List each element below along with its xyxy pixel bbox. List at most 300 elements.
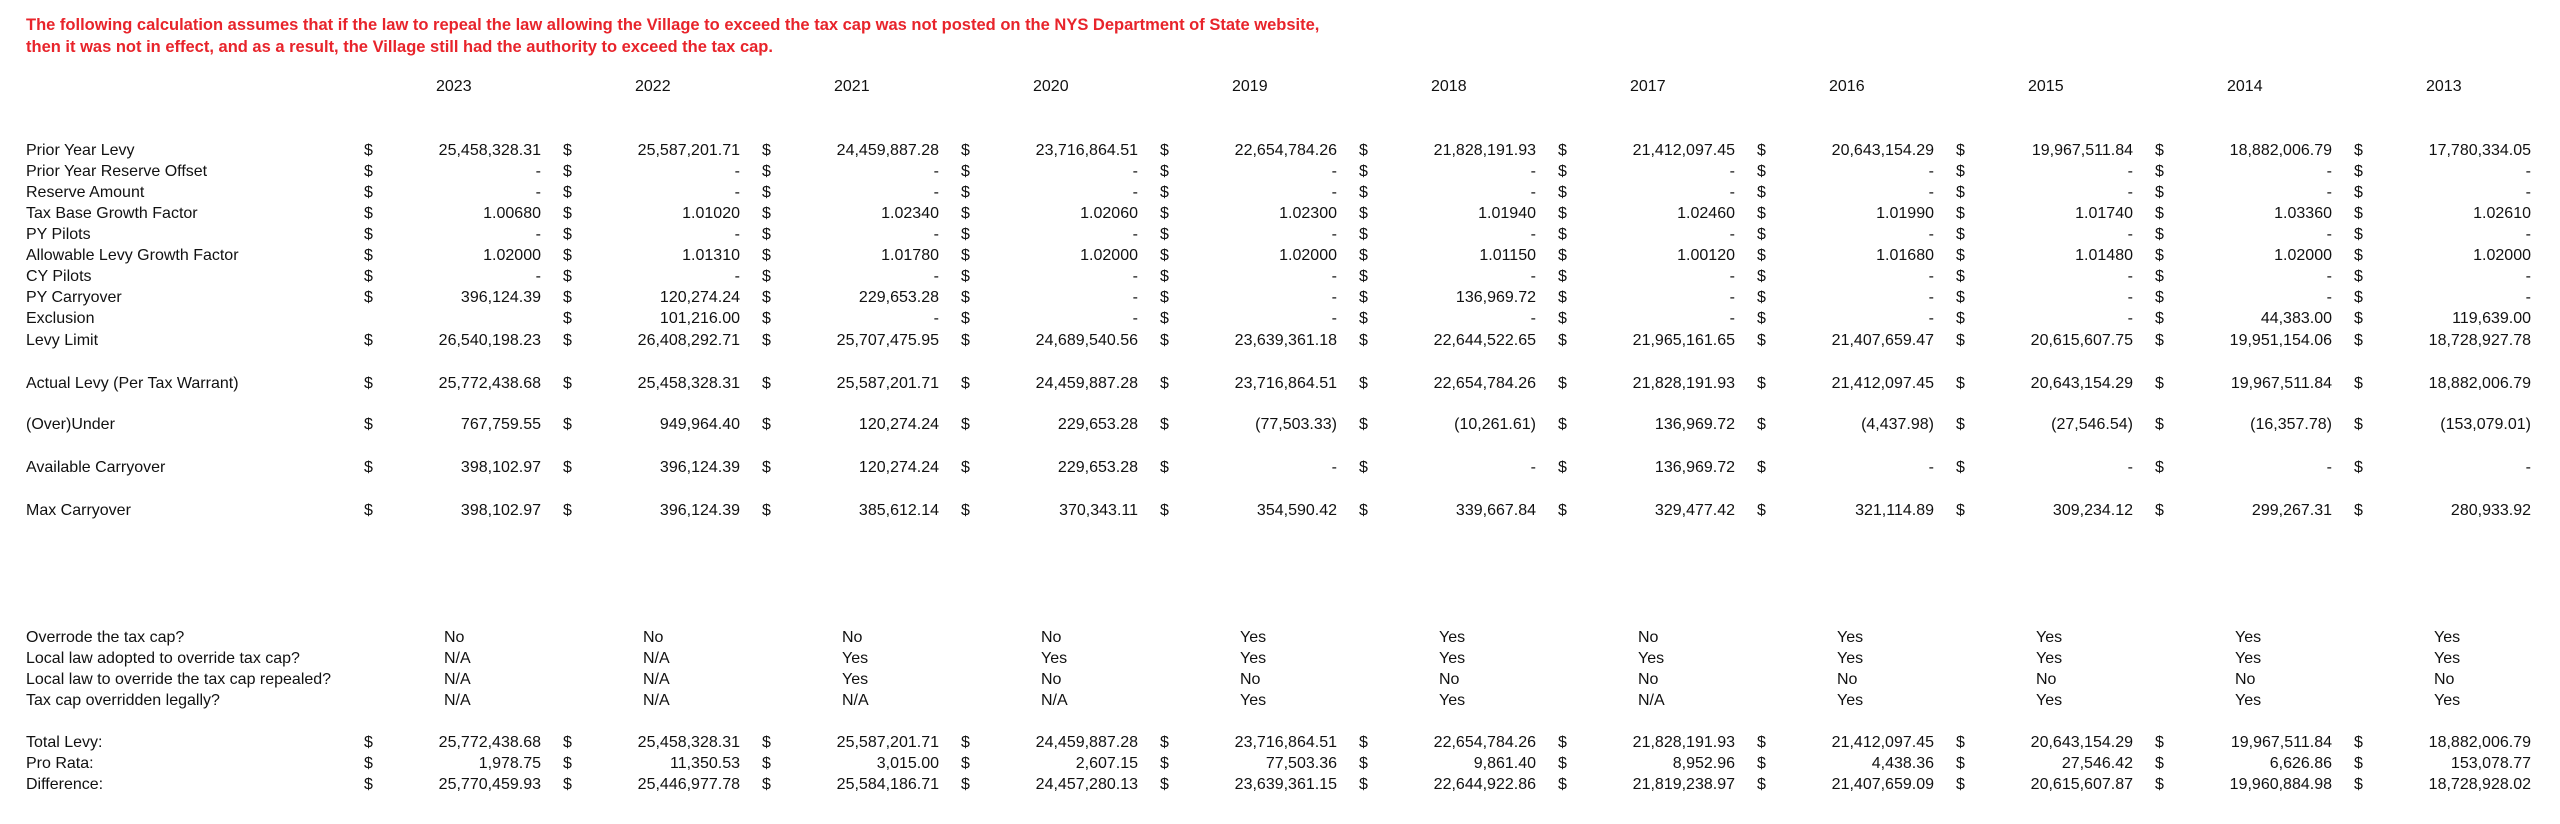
cell-value: -	[1132, 226, 1138, 243]
cell-value: 18,728,928.02	[2428, 776, 2531, 793]
cell-text: Yes	[1638, 650, 1665, 667]
cell-value: 21,965,161.65	[1632, 332, 1735, 349]
dollar-sign: $	[1160, 310, 1169, 327]
cell-value: 21,828,191.93	[1632, 734, 1735, 751]
cell-value: -	[1530, 310, 1536, 327]
cell-value: -	[1729, 184, 1735, 201]
cell-value: (16,357.78)	[2250, 416, 2332, 433]
dollar-sign: $	[1160, 332, 1169, 349]
cell-text: No	[2036, 671, 2057, 688]
dollar-sign: $	[563, 755, 572, 772]
cell-value: 18,882,006.79	[2229, 142, 2332, 159]
cell-value: -	[1132, 163, 1138, 180]
cell-value: -	[1132, 268, 1138, 285]
cell-value: 321,114.89	[1855, 502, 1934, 519]
dollar-sign: $	[1359, 776, 1368, 793]
dollar-sign: $	[364, 375, 373, 392]
cell-value: -	[2326, 459, 2332, 476]
cell-value: 1.01780	[881, 247, 939, 264]
cell-value: 1.02000	[1279, 247, 1337, 264]
cell-text: Yes	[2036, 692, 2063, 709]
dollar-sign: $	[1956, 332, 1965, 349]
cell-text: No	[2235, 671, 2256, 688]
dollar-sign: $	[961, 310, 970, 327]
cell-value: 136,969.72	[1654, 416, 1735, 433]
cell-value: 26,540,198.23	[438, 332, 541, 349]
year-header: 2015	[2028, 78, 2064, 95]
dollar-sign: $	[1359, 375, 1368, 392]
cell-value: -	[2525, 184, 2531, 201]
cell-value: 370,343.11	[1059, 502, 1138, 519]
cell-value: 20,643,154.29	[1831, 142, 1934, 159]
cell-value: 396,124.39	[659, 459, 740, 476]
dollar-sign: $	[2354, 459, 2363, 476]
row-label: PY Pilots	[26, 226, 91, 243]
cell-text: N/A	[1638, 692, 1665, 709]
dollar-sign: $	[1956, 310, 1965, 327]
row-label: Allowable Levy Growth Factor	[26, 247, 239, 264]
dollar-sign: $	[2354, 375, 2363, 392]
dollar-sign: $	[2354, 755, 2363, 772]
dollar-sign: $	[1757, 184, 1766, 201]
dollar-sign: $	[364, 184, 373, 201]
dollar-sign: $	[563, 332, 572, 349]
dollar-sign: $	[1160, 375, 1169, 392]
dollar-sign: $	[1359, 205, 1368, 222]
cell-text: Yes	[2434, 650, 2461, 667]
cell-text: N/A	[444, 671, 471, 688]
cell-value: 21,412,097.45	[1632, 142, 1735, 159]
cell-text: N/A	[444, 650, 471, 667]
cell-value: 23,639,361.15	[1234, 776, 1337, 793]
dollar-sign: $	[364, 205, 373, 222]
dollar-sign: $	[1160, 734, 1169, 751]
dollar-sign: $	[1956, 502, 1965, 519]
cell-value: 25,587,201.71	[637, 142, 740, 159]
dollar-sign: $	[762, 268, 771, 285]
dollar-sign: $	[762, 310, 771, 327]
dollar-sign: $	[762, 142, 771, 159]
dollar-sign: $	[2354, 310, 2363, 327]
dollar-sign: $	[961, 755, 970, 772]
dollar-sign: $	[762, 459, 771, 476]
cell-value: 19,967,511.84	[2031, 142, 2133, 159]
dollar-sign: $	[364, 142, 373, 159]
dollar-sign: $	[762, 205, 771, 222]
row-label: Pro Rata:	[26, 755, 94, 772]
dollar-sign: $	[1160, 247, 1169, 264]
cell-value: 229,653.28	[1057, 416, 1138, 433]
cell-value: -	[1928, 184, 1934, 201]
dollar-sign: $	[1160, 289, 1169, 306]
cell-value: -	[1729, 163, 1735, 180]
cell-value: 4,438.36	[1871, 755, 1934, 772]
dollar-sign: $	[2354, 776, 2363, 793]
cell-value: -	[2127, 184, 2133, 201]
dollar-sign: $	[2354, 205, 2363, 222]
cell-text: Yes	[1837, 692, 1864, 709]
dollar-sign: $	[961, 289, 970, 306]
dollar-sign: $	[1359, 247, 1368, 264]
cell-value: 1.02460	[1677, 205, 1735, 222]
cell-value: -	[1132, 310, 1138, 327]
cell-value: 136,969.72	[1654, 459, 1735, 476]
dollar-sign: $	[364, 247, 373, 264]
cell-value: (153,079.01)	[2440, 416, 2531, 433]
dollar-sign: $	[961, 502, 970, 519]
dollar-sign: $	[762, 776, 771, 793]
dollar-sign: $	[1558, 375, 1567, 392]
cell-value: -	[1928, 163, 1934, 180]
row-label: Total Levy:	[26, 734, 103, 751]
cell-value: 1.03360	[2274, 205, 2332, 222]
cell-text: N/A	[842, 692, 869, 709]
dollar-sign: $	[563, 502, 572, 519]
row-label: CY Pilots	[26, 268, 92, 285]
cell-value: 1.02000	[483, 247, 541, 264]
cell-text: Yes	[2434, 692, 2461, 709]
dollar-sign: $	[961, 163, 970, 180]
dollar-sign: $	[1757, 375, 1766, 392]
note-line-2: then it was not in effect, and as a result, the Village still had the authority to exceed the tax cap.	[26, 38, 773, 56]
cell-value: 25,458,328.31	[637, 375, 740, 392]
dollar-sign: $	[1757, 205, 1766, 222]
dollar-sign: $	[563, 268, 572, 285]
cell-value: 20,615,607.87	[2030, 776, 2133, 793]
dollar-sign: $	[1558, 310, 1567, 327]
cell-text: Yes	[1041, 650, 1068, 667]
cell-value: 1.02000	[2274, 247, 2332, 264]
dollar-sign: $	[364, 416, 373, 433]
cell-value: 44,383.00	[2260, 310, 2332, 327]
dollar-sign: $	[2155, 310, 2164, 327]
dollar-sign: $	[2354, 416, 2363, 433]
cell-value: -	[2326, 226, 2332, 243]
year-header: 2020	[1033, 78, 1069, 95]
dollar-sign: $	[1558, 268, 1567, 285]
dollar-sign: $	[961, 205, 970, 222]
cell-text: Yes	[1240, 692, 1267, 709]
dollar-sign: $	[1956, 226, 1965, 243]
dollar-sign: $	[1757, 226, 1766, 243]
cell-value: 8,952.96	[1672, 755, 1735, 772]
cell-value: 19,960,884.98	[2229, 776, 2332, 793]
dollar-sign: $	[2155, 142, 2164, 159]
cell-value: 229,653.28	[858, 289, 939, 306]
dollar-sign: $	[364, 289, 373, 306]
dollar-sign: $	[1757, 268, 1766, 285]
cell-value: -	[1331, 310, 1337, 327]
cell-value: 25,770,459.93	[438, 776, 541, 793]
row-label: Levy Limit	[26, 332, 99, 349]
year-header: 2018	[1431, 78, 1467, 95]
cell-value: 25,458,328.31	[438, 142, 541, 159]
dollar-sign: $	[1359, 755, 1368, 772]
cell-text: Yes	[1837, 650, 1864, 667]
cell-text: Yes	[2235, 650, 2262, 667]
dollar-sign: $	[1558, 289, 1567, 306]
row-label: (Over)Under	[26, 416, 115, 433]
cell-value: 19,967,511.84	[2230, 375, 2332, 392]
cell-value: 309,234.12	[2052, 502, 2133, 519]
cell-value: 22,644,922.86	[1433, 776, 1536, 793]
cell-value: 3,015.00	[876, 755, 939, 772]
dollar-sign: $	[1160, 755, 1169, 772]
cell-text: Yes	[2036, 650, 2063, 667]
row-label: Max Carryover	[26, 502, 131, 519]
cell-text: No	[1240, 671, 1261, 688]
cell-text: No	[1041, 671, 1062, 688]
dollar-sign: $	[1558, 502, 1567, 519]
year-header: 2019	[1232, 78, 1268, 95]
cell-value: -	[2525, 163, 2531, 180]
cell-value: 21,407,659.47	[1831, 332, 1934, 349]
cell-value: -	[1729, 268, 1735, 285]
cell-value: -	[1530, 226, 1536, 243]
cell-value: 1.01940	[1478, 205, 1536, 222]
cell-value: 18,728,927.78	[2428, 332, 2531, 349]
cell-value: 22,654,784.26	[1234, 142, 1337, 159]
dollar-sign: $	[1558, 226, 1567, 243]
cell-text: Yes	[2235, 629, 2262, 646]
dollar-sign: $	[1558, 776, 1567, 793]
cell-text: N/A	[444, 692, 471, 709]
row-label: PY Carryover	[26, 289, 122, 306]
cell-value: 20,643,154.29	[2030, 375, 2133, 392]
dollar-sign: $	[2155, 247, 2164, 264]
cell-text: Yes	[2036, 629, 2063, 646]
dollar-sign: $	[364, 268, 373, 285]
cell-value: 25,446,977.78	[637, 776, 740, 793]
cell-value: 20,615,607.75	[2030, 332, 2133, 349]
dollar-sign: $	[2155, 776, 2164, 793]
cell-value: 1.02060	[1080, 205, 1138, 222]
dollar-sign: $	[1757, 247, 1766, 264]
dollar-sign: $	[1757, 163, 1766, 180]
dollar-sign: $	[1359, 184, 1368, 201]
dollar-sign: $	[364, 502, 373, 519]
cell-text: N/A	[643, 650, 670, 667]
cell-value: 949,964.40	[659, 416, 740, 433]
cell-value: 25,458,328.31	[637, 734, 740, 751]
dollar-sign: $	[1359, 142, 1368, 159]
cell-value: -	[1729, 226, 1735, 243]
cell-text: No	[1638, 671, 1659, 688]
dollar-sign: $	[1558, 459, 1567, 476]
cell-value: -	[2127, 163, 2133, 180]
cell-value: 9,861.40	[1473, 755, 1536, 772]
cell-text: N/A	[1041, 692, 1068, 709]
dollar-sign: $	[1757, 755, 1766, 772]
dollar-sign: $	[2155, 205, 2164, 222]
dollar-sign: $	[762, 332, 771, 349]
dollar-sign: $	[1956, 459, 1965, 476]
dollar-sign: $	[563, 289, 572, 306]
cell-value: 1.02000	[1080, 247, 1138, 264]
cell-value: -	[1331, 289, 1337, 306]
row-label: Reserve Amount	[26, 184, 145, 201]
cell-value: 22,654,784.26	[1433, 375, 1536, 392]
dollar-sign: $	[2155, 755, 2164, 772]
cell-value: -	[2127, 310, 2133, 327]
cell-value: 120,274.24	[659, 289, 740, 306]
dollar-sign: $	[1359, 289, 1368, 306]
dollar-sign: $	[2354, 184, 2363, 201]
cell-text: Yes	[1439, 650, 1466, 667]
dollar-sign: $	[1160, 416, 1169, 433]
cell-value: 23,716,864.51	[1234, 734, 1337, 751]
row-label: Local law to override the tax cap repealed?	[26, 671, 332, 688]
cell-value: 1.01990	[1876, 205, 1934, 222]
cell-value: 2,607.15	[1075, 755, 1138, 772]
dollar-sign: $	[563, 375, 572, 392]
cell-value: 280,933.92	[2450, 502, 2531, 519]
cell-value: 23,716,864.51	[1234, 375, 1337, 392]
dollar-sign: $	[2155, 226, 2164, 243]
cell-value: -	[2525, 268, 2531, 285]
row-label: Actual Levy (Per Tax Warrant)	[26, 375, 239, 392]
dollar-sign: $	[2155, 268, 2164, 285]
year-header: 2023	[436, 78, 472, 95]
dollar-sign: $	[1956, 268, 1965, 285]
dollar-sign: $	[364, 755, 373, 772]
dollar-sign: $	[1757, 459, 1766, 476]
dollar-sign: $	[1558, 163, 1567, 180]
cell-value: 119,639.00	[2452, 310, 2531, 327]
cell-value: -	[2127, 268, 2133, 285]
cell-value: -	[734, 268, 740, 285]
row-label: Tax cap overridden legally?	[26, 692, 220, 709]
dollar-sign: $	[1558, 416, 1567, 433]
dollar-sign: $	[1359, 416, 1368, 433]
cell-value: 1.00120	[1677, 247, 1735, 264]
row-label: Difference:	[26, 776, 104, 793]
dollar-sign: $	[762, 502, 771, 519]
cell-text: Yes	[1240, 650, 1267, 667]
cell-value: -	[535, 226, 541, 243]
cell-value: 1.02300	[1279, 205, 1337, 222]
cell-value: -	[1331, 163, 1337, 180]
cell-value: 6,626.86	[2269, 755, 2332, 772]
cell-text: N/A	[643, 671, 670, 688]
dollar-sign: $	[961, 776, 970, 793]
dollar-sign: $	[762, 755, 771, 772]
cell-text: Yes	[1837, 629, 1864, 646]
cell-value: 24,459,887.28	[1035, 734, 1138, 751]
dollar-sign: $	[1359, 163, 1368, 180]
dollar-sign: $	[762, 375, 771, 392]
dollar-sign: $	[1956, 776, 1965, 793]
cell-value: 120,274.24	[858, 459, 939, 476]
year-header: 2017	[1630, 78, 1666, 95]
dollar-sign: $	[1558, 142, 1567, 159]
row-label: Prior Year Levy	[26, 142, 135, 159]
dollar-sign: $	[364, 226, 373, 243]
cell-value: -	[1928, 268, 1934, 285]
dollar-sign: $	[762, 163, 771, 180]
cell-value: 21,828,191.93	[1632, 375, 1735, 392]
dollar-sign: $	[762, 247, 771, 264]
cell-value: -	[2326, 289, 2332, 306]
cell-value: -	[734, 226, 740, 243]
dollar-sign: $	[2354, 734, 2363, 751]
row-label: Local law adopted to override tax cap?	[26, 650, 300, 667]
note-line-1: The following calculation assumes that if the law to repeal the law allowing the Village to exceed the tax cap was not posted on the NYS Department of State website,	[26, 16, 1320, 34]
cell-value: -	[1331, 184, 1337, 201]
dollar-sign: $	[1359, 734, 1368, 751]
cell-text: No	[1041, 629, 1062, 646]
cell-value: 19,951,154.06	[2229, 332, 2332, 349]
cell-value: 23,639,361.18	[1234, 332, 1337, 349]
cell-value: 136,969.72	[1455, 289, 1536, 306]
cell-value: 396,124.39	[659, 502, 740, 519]
cell-value: -	[2127, 459, 2133, 476]
dollar-sign: $	[1359, 502, 1368, 519]
cell-value: 25,584,186.71	[836, 776, 939, 793]
dollar-sign: $	[1757, 142, 1766, 159]
cell-value: 21,407,659.09	[1831, 776, 1934, 793]
cell-value: (27,546.54)	[2051, 416, 2133, 433]
cell-text: Yes	[842, 650, 869, 667]
dollar-sign: $	[2354, 247, 2363, 264]
cell-value: -	[1928, 459, 1934, 476]
cell-value: -	[1928, 289, 1934, 306]
dollar-sign: $	[2155, 163, 2164, 180]
row-label: Overrode the tax cap?	[26, 629, 185, 646]
year-header: 2021	[834, 78, 870, 95]
cell-value: 398,102.97	[460, 502, 541, 519]
cell-value: -	[933, 268, 939, 285]
dollar-sign: $	[364, 163, 373, 180]
dollar-sign: $	[1956, 375, 1965, 392]
dollar-sign: $	[2354, 226, 2363, 243]
row-label: Prior Year Reserve Offset	[26, 163, 208, 180]
cell-value: 1.01480	[2075, 247, 2133, 264]
cell-value: 153,078.77	[2450, 755, 2531, 772]
cell-value: -	[1132, 289, 1138, 306]
dollar-sign: $	[1359, 268, 1368, 285]
dollar-sign: $	[1558, 184, 1567, 201]
cell-value: 24,459,887.28	[1035, 375, 1138, 392]
dollar-sign: $	[1359, 332, 1368, 349]
dollar-sign: $	[1757, 502, 1766, 519]
cell-value: 101,216.00	[659, 310, 740, 327]
year-header: 2016	[1829, 78, 1865, 95]
dollar-sign: $	[563, 226, 572, 243]
cell-value: 1.00680	[483, 205, 541, 222]
cell-text: No	[643, 629, 664, 646]
cell-value: -	[1729, 289, 1735, 306]
dollar-sign: $	[364, 332, 373, 349]
cell-value: -	[1530, 184, 1536, 201]
cell-text: No	[1439, 671, 1460, 688]
dollar-sign: $	[1757, 734, 1766, 751]
cell-value: 17,780,334.05	[2428, 142, 2531, 159]
cell-value: (77,503.33)	[1255, 416, 1337, 433]
dollar-sign: $	[1160, 163, 1169, 180]
dollar-sign: $	[2354, 502, 2363, 519]
dollar-sign: $	[2155, 416, 2164, 433]
dollar-sign: $	[1757, 776, 1766, 793]
cell-value: (10,261.61)	[1454, 416, 1536, 433]
cell-value: 1.01740	[2075, 205, 2133, 222]
dollar-sign: $	[1359, 226, 1368, 243]
dollar-sign: $	[1757, 310, 1766, 327]
dollar-sign: $	[563, 205, 572, 222]
dollar-sign: $	[1757, 289, 1766, 306]
cell-value: -	[2326, 184, 2332, 201]
cell-value: (4,437.98)	[1861, 416, 1934, 433]
